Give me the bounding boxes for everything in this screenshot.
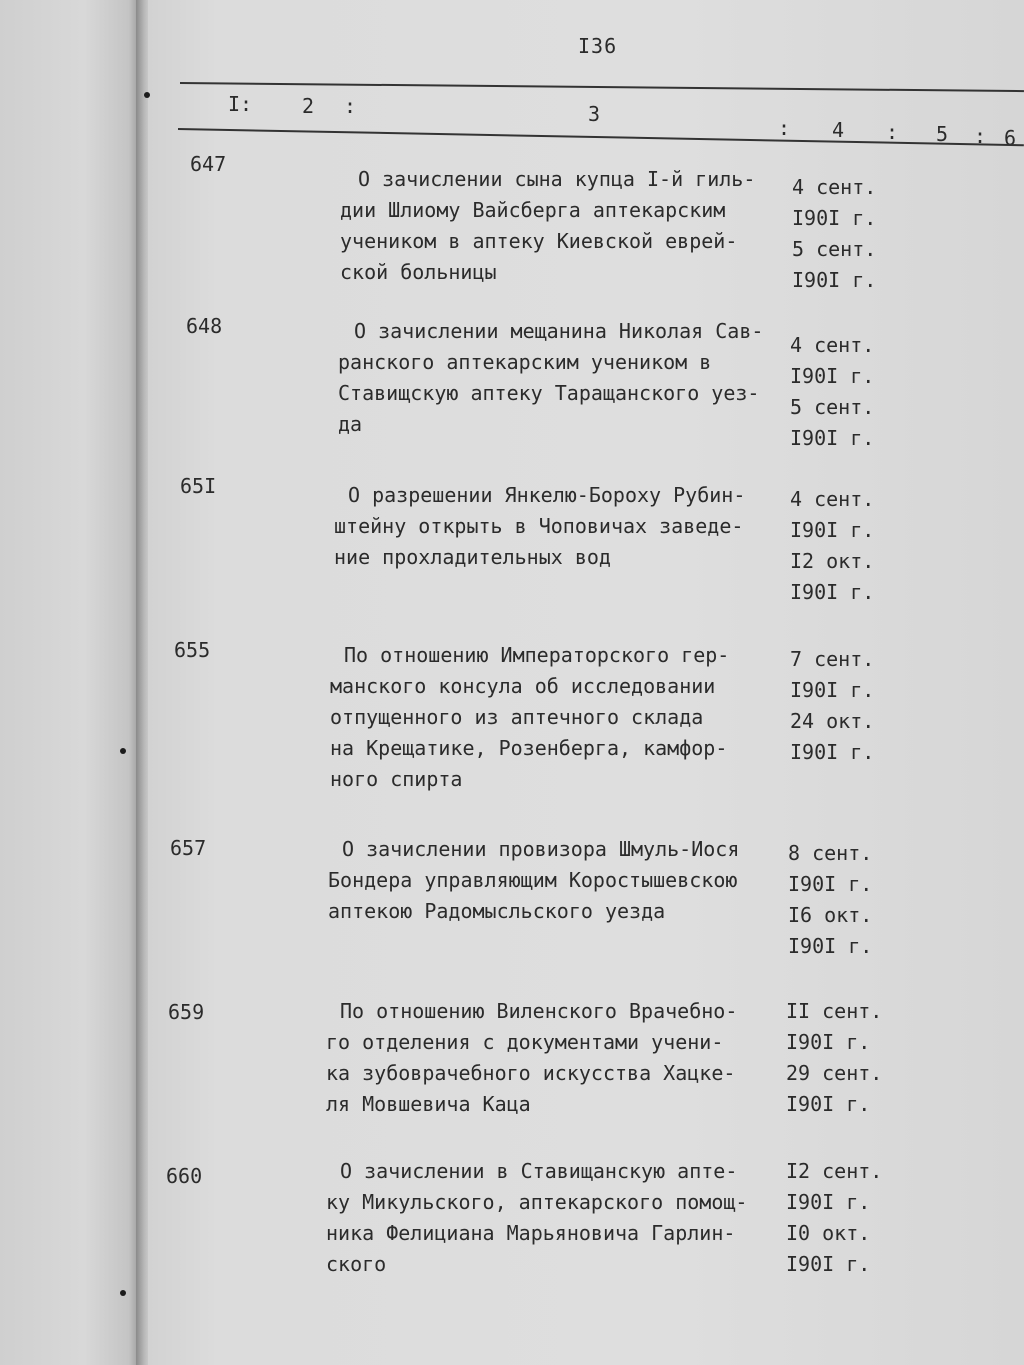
entry-dates [790,484,874,608]
entry-line: учеником в аптеку Киевской еврей- [340,229,738,253]
entry-line: ской больницы [340,260,497,284]
entry-date: I90I г. [790,426,875,450]
entry-date: 29 сент. [786,1061,883,1085]
entry-line: да [338,412,363,436]
entry-date: I90I г. [790,678,875,702]
entry-date: II сент. [786,999,883,1023]
entry-date: I0 окт. [786,1221,871,1245]
column-header-1: I: [228,92,253,116]
entry-date: I90I г. [790,518,875,542]
entry-text [334,480,745,573]
column-header-6: 6 [1004,126,1017,150]
entry-line: О разрешении Янкелю-Бороху Рубин- [348,483,746,507]
entry-date: I90I г. [790,740,875,764]
entry-line: ля Мовшевича Каца [326,1092,531,1116]
binding-hole [120,748,126,754]
entry-line: По отношению Императорского гер- [344,643,730,667]
entry-dates [790,330,874,454]
entry-date: I90I г. [788,872,873,896]
entry-line: ка зубоврачебного искусства Хацке- [326,1061,736,1085]
entry-text [338,316,763,440]
entry-date: I90I г. [788,934,873,958]
entry-number: 65I [180,474,217,498]
entry-text [340,164,755,288]
entry-line: отпущенного из аптечного склада [330,705,704,729]
entry-date: I90I г. [792,268,877,292]
column-header-2: 2 [302,94,315,118]
entry-text [326,996,737,1120]
entry-date: 5 сент. [790,395,875,419]
entry-line: дии Шлиому Вайсберга аптекарским [340,198,726,222]
entry-dates [792,172,876,296]
entry-line: ние прохладительных вод [334,545,611,569]
entry-date: I90I г. [786,1190,871,1214]
binding-hole [120,1290,126,1296]
entry-number: 659 [168,1000,205,1024]
entry-text [330,640,729,795]
entry-number: 657 [170,836,207,860]
entry-number: 647 [190,152,227,176]
entry-date: 5 сент. [792,237,877,261]
entry-number: 655 [174,638,211,662]
entry-line: ранского аптекарским учеником в [338,350,712,374]
column-header-4: 4 [832,118,845,142]
entry-dates [788,838,872,962]
column-header-5: 5 [936,122,949,146]
entry-date: I2 сент. [786,1159,883,1183]
entry-line: О зачислении мещанина Николая Сав- [354,319,764,343]
left-page [0,0,140,1365]
entry-dates [786,1156,882,1280]
entry-line: О зачислении сына купца I-й гиль- [358,167,756,191]
entry-line: ного спирта [330,767,463,791]
entry-dates [790,644,874,768]
entry-line: на Крещатике, Розенберга, камфор- [330,736,728,760]
entry-date: I2 окт. [790,549,875,573]
entry-text [328,834,739,927]
column-separator: : [778,116,791,140]
entry-date: I6 окт. [788,903,873,927]
column-header-3: 3 [588,102,601,126]
entry-line: аптекою Радомысльского уезда [328,899,666,923]
entry-date: I90I г. [790,580,875,604]
entry-line: Бондера управляющим Коростышевскою [328,868,738,892]
entry-line: ского [326,1252,387,1276]
binding-hole [144,92,150,98]
entry-date: 4 сент. [792,175,877,199]
entry-date: 4 сент. [790,487,875,511]
entry-date: 7 сент. [790,647,875,671]
column-separator: : [974,124,987,148]
entry-line: штейну открыть в Чоповичах заведе- [334,514,744,538]
entry-date: I90I г. [786,1252,871,1276]
entry-line: ку Микульского, аптекарского помощ- [326,1190,748,1214]
entry-line: ника Фелициана Марьяновича Гарлин- [326,1221,736,1245]
entry-date: 4 сент. [790,333,875,357]
entry-dates [786,996,882,1120]
column-separator: : [886,120,899,144]
column-separator: : [344,94,357,118]
entry-date: I90I г. [786,1030,871,1054]
entry-line: манского консула об исследовании [330,674,716,698]
entry-line: По отношению Виленского Врачебно- [340,999,738,1023]
entry-date: I90I г. [792,206,877,230]
entry-text [326,1156,747,1280]
page-number: I36 [578,34,618,58]
entry-number: 660 [166,1164,203,1188]
entry-number: 648 [186,314,223,338]
entry-line: Ставищскую аптеку Таращанского уез- [338,381,760,405]
entry-date: 8 сент. [788,841,873,865]
entry-date: I90I г. [790,364,875,388]
entry-line: О зачислении в Ставищанскую апте- [340,1159,738,1183]
entry-line: О зачислении провизора Шмуль-Иося [342,837,740,861]
entry-line: го отделения с документами учени- [326,1030,724,1054]
entry-date: 24 окт. [790,709,875,733]
entry-date: I90I г. [786,1092,871,1116]
